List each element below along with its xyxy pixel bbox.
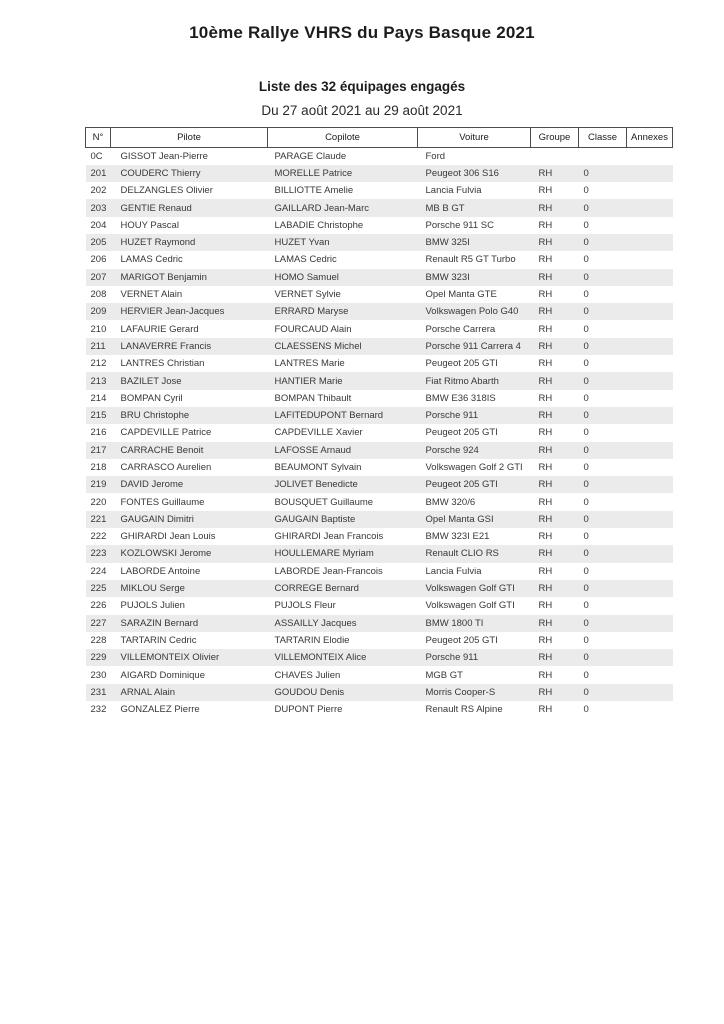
- column-header-annexes: Annexes: [627, 128, 673, 148]
- cell-annexes: [627, 148, 673, 165]
- cell-copilote: BOUSQUET Guillaume: [274, 496, 374, 508]
- cell-copilote: BOMPAN Thibault: [274, 392, 352, 404]
- cell-copilote: VERNET Sylvie: [274, 289, 341, 301]
- cell-groupe: RH: [538, 600, 553, 612]
- cell-groupe: RH: [538, 531, 553, 543]
- cell-groupe: RH: [538, 479, 553, 491]
- cell-annexes: [627, 390, 673, 407]
- cell-copilote: GAILLARD Jean-Marc: [274, 202, 370, 214]
- page-title: 10ème Rallye VHRS du Pays Basque 2021: [189, 23, 535, 42]
- cell-annexes: [627, 442, 673, 459]
- cell-classe: 0: [583, 219, 589, 231]
- cell-classe: 0: [583, 254, 589, 266]
- cell-voiture: Porsche 911 SC: [425, 219, 494, 231]
- cell-copilote: FOURCAUD Alain: [274, 323, 352, 335]
- cell-number: 201: [90, 167, 107, 179]
- cell-voiture: MB B GT: [425, 202, 465, 214]
- cell-number: 0C: [90, 150, 103, 162]
- cell-copilote: CAPDEVILLE Xavier: [274, 427, 363, 439]
- cell-number: 203: [90, 202, 107, 214]
- cell-voiture: Porsche 911: [425, 410, 479, 422]
- table-row: [86, 580, 673, 597]
- cell-pilote: HOUY Pascal: [120, 219, 179, 231]
- table-row: [86, 666, 673, 683]
- cell-groupe: RH: [538, 565, 553, 577]
- cell-annexes: [627, 303, 673, 320]
- cell-classe: 0: [583, 704, 589, 716]
- cell-classe: 0: [583, 461, 589, 473]
- cell-pilote: VILLEMONTEIX Olivier: [120, 652, 220, 664]
- cell-copilote: GAUGAIN Baptiste: [274, 513, 356, 525]
- cell-voiture: Porsche 911: [425, 652, 479, 664]
- cell-copilote: CLAESSENS Michel: [274, 340, 362, 352]
- cell-classe: 0: [583, 548, 589, 560]
- cell-groupe: RH: [538, 358, 553, 370]
- cell-classe: 0: [583, 375, 589, 387]
- table-row: [86, 165, 673, 182]
- cell-number: 219: [90, 479, 107, 491]
- cell-pilote: SARAZIN Bernard: [120, 617, 199, 629]
- cell-voiture: BMW 323I: [425, 271, 470, 283]
- cell-classe: 0: [583, 306, 589, 318]
- cell-annexes: [627, 580, 673, 597]
- cell-annexes: [627, 632, 673, 649]
- cell-pilote: COUDERC Thierry: [120, 167, 201, 179]
- cell-groupe: RH: [538, 410, 553, 422]
- cell-annexes: [627, 407, 673, 424]
- cell-number: 218: [90, 461, 107, 473]
- cell-number: 214: [90, 392, 107, 404]
- event-date-range: Du 27 août 2021 au 29 août 2021: [261, 103, 463, 118]
- cell-classe: 0: [583, 410, 589, 422]
- cell-annexes: [627, 182, 673, 199]
- cell-number: 205: [90, 237, 107, 249]
- cell-copilote: HUZET Yvan: [274, 237, 330, 249]
- cell-number: 226: [90, 600, 107, 612]
- table-row: [86, 563, 673, 580]
- cell-groupe: [531, 148, 579, 165]
- cell-annexes: [627, 666, 673, 683]
- cell-annexes: [627, 355, 673, 372]
- cell-number: 215: [90, 410, 107, 422]
- cell-annexes: [627, 476, 673, 493]
- cell-groupe: RH: [538, 185, 553, 197]
- cell-voiture: BMW E36 318IS: [425, 392, 496, 404]
- cell-groupe: RH: [538, 219, 553, 231]
- cell-copilote: MORELLE Patrice: [274, 167, 353, 179]
- cell-pilote: FONTES Guillaume: [120, 496, 205, 508]
- cell-number: 228: [90, 634, 107, 646]
- cell-copilote: LAFITEDUPONT Bernard: [274, 410, 384, 422]
- cell-voiture: Peugeot 205 GTI: [425, 427, 498, 439]
- cell-classe: 0: [583, 323, 589, 335]
- cell-voiture: Fiat Ritmo Abarth: [425, 375, 499, 387]
- table-row: [86, 407, 673, 424]
- cell-pilote: VERNET Alain: [120, 289, 183, 301]
- cell-voiture: Volkswagen Golf GTI: [425, 583, 515, 595]
- cell-voiture: Porsche 924: [425, 444, 479, 456]
- table-row: [86, 338, 673, 355]
- cell-classe: 0: [583, 444, 589, 456]
- cell-annexes: [627, 217, 673, 234]
- cell-classe: 0: [583, 565, 589, 577]
- cell-voiture: Peugeot 205 GTI: [425, 479, 498, 491]
- cell-groupe: RH: [538, 634, 553, 646]
- cell-classe: 0: [583, 531, 589, 543]
- cell-classe: 0: [583, 496, 589, 508]
- cell-groupe: RH: [538, 496, 553, 508]
- cell-copilote: ASSAILLY Jacques: [274, 617, 357, 629]
- cell-number: 230: [90, 669, 107, 681]
- cell-copilote: LANTRES Marie: [274, 358, 345, 370]
- cell-voiture: Opel Manta GTE: [425, 289, 497, 301]
- cell-number: 211: [90, 340, 106, 352]
- cell-pilote: BRU Christophe: [120, 410, 190, 422]
- cell-copilote: CHAVES Julien: [274, 669, 341, 681]
- cell-annexes: [627, 234, 673, 251]
- cell-annexes: [627, 511, 673, 528]
- cell-number: 206: [90, 254, 107, 266]
- cell-groupe: RH: [538, 686, 553, 698]
- cell-groupe: RH: [538, 392, 553, 404]
- cell-number: 220: [90, 496, 107, 508]
- cell-number: 227: [90, 617, 107, 629]
- cell-pilote: GISSOT Jean-Pierre: [120, 150, 208, 162]
- cell-pilote: AIGARD Dominique: [120, 669, 205, 681]
- cell-voiture: Lancia Fulvia: [425, 565, 482, 577]
- cell-pilote: HUZET Raymond: [120, 237, 196, 249]
- cell-classe: 0: [583, 271, 589, 283]
- table-row: [86, 615, 673, 632]
- cell-copilote: TARTARIN Elodie: [274, 634, 350, 646]
- cell-number: 216: [90, 427, 107, 439]
- cell-groupe: RH: [538, 306, 553, 318]
- cell-number: 224: [90, 565, 107, 577]
- cell-number: 217: [90, 444, 107, 456]
- cell-voiture: BMW 323I E21: [425, 531, 490, 543]
- table-row: [86, 511, 673, 528]
- cell-groupe: RH: [538, 271, 553, 283]
- cell-classe: [579, 148, 627, 165]
- entry-table-body: [86, 148, 673, 719]
- table-row: [86, 303, 673, 320]
- cell-copilote: LAFOSSE Arnaud: [274, 444, 352, 456]
- cell-annexes: [627, 269, 673, 286]
- table-row: [86, 269, 673, 286]
- cell-groupe: RH: [538, 167, 553, 179]
- cell-voiture: Renault R5 GT Turbo: [425, 254, 516, 266]
- cell-annexes: [627, 493, 673, 510]
- cell-groupe: RH: [538, 583, 553, 595]
- column-header-voiture: Voiture: [418, 128, 531, 148]
- cell-pilote: KOZLOWSKI Jerome: [120, 548, 212, 560]
- table-row: [86, 182, 673, 199]
- cell-classe: 0: [583, 686, 589, 698]
- cell-voiture: BMW 320/6: [425, 496, 476, 508]
- cell-copilote: LABORDE Jean-Francois: [274, 565, 383, 577]
- cell-pilote: GONZALEZ Pierre: [120, 704, 200, 716]
- cell-voiture: Porsche 911 Carrera 4: [425, 340, 521, 352]
- cell-classe: 0: [583, 202, 589, 214]
- cell-copilote: DUPONT Pierre: [274, 704, 343, 716]
- cell-classe: 0: [583, 600, 589, 612]
- cell-classe: 0: [583, 167, 589, 179]
- cell-copilote: LAMAS Cedric: [274, 254, 337, 266]
- cell-classe: 0: [583, 479, 589, 491]
- cell-classe: 0: [583, 358, 589, 370]
- cell-copilote: PARAGE Claude: [274, 150, 347, 162]
- cell-classe: 0: [583, 617, 589, 629]
- cell-annexes: [627, 286, 673, 303]
- cell-voiture: Volkswagen Golf 2 GTI: [425, 461, 523, 473]
- cell-voiture: Volkswagen Polo G40: [425, 306, 519, 318]
- cell-annexes: [627, 338, 673, 355]
- cell-classe: 0: [583, 289, 589, 301]
- table-row: [86, 684, 673, 701]
- cell-number: 225: [90, 583, 107, 595]
- cell-number: 204: [90, 219, 107, 231]
- cell-voiture: Morris Cooper-S: [425, 686, 496, 698]
- entry-table: [85, 127, 673, 718]
- cell-annexes: [627, 528, 673, 545]
- cell-groupe: RH: [538, 323, 553, 335]
- cell-pilote: GENTIE Renaud: [120, 202, 192, 214]
- cell-number: 223: [90, 548, 107, 560]
- table-row: [86, 442, 673, 459]
- cell-pilote: PUJOLS Julien: [120, 600, 185, 612]
- cell-classe: 0: [583, 392, 589, 404]
- cell-groupe: RH: [538, 340, 553, 352]
- cell-pilote: LAFAURIE Gerard: [120, 323, 199, 335]
- cell-copilote: BILLIOTTE Amelie: [274, 185, 354, 197]
- cell-groupe: RH: [538, 669, 553, 681]
- cell-annexes: [627, 459, 673, 476]
- cell-number: 202: [90, 185, 107, 197]
- cell-copilote: CORREGE Bernard: [274, 583, 359, 595]
- cell-copilote: GOUDOU Denis: [274, 686, 345, 698]
- cell-groupe: RH: [538, 461, 553, 473]
- cell-pilote: LANAVERRE Francis: [120, 340, 212, 352]
- cell-number: 207: [90, 271, 107, 283]
- table-row: [86, 424, 673, 441]
- cell-number: 208: [90, 289, 107, 301]
- cell-classe: 0: [583, 583, 589, 595]
- cell-copilote: LABADIE Christophe: [274, 219, 364, 231]
- cell-pilote: BOMPAN Cyril: [120, 392, 183, 404]
- cell-pilote: CARRACHE Benoit: [120, 444, 204, 456]
- cell-groupe: RH: [538, 289, 553, 301]
- cell-voiture: Volkswagen Golf GTI: [425, 600, 515, 612]
- cell-copilote: VILLEMONTEIX Alice: [274, 652, 367, 664]
- cell-groupe: RH: [538, 704, 553, 716]
- cell-classe: 0: [583, 185, 589, 197]
- cell-number: 210: [90, 323, 107, 335]
- cell-classe: 0: [583, 340, 589, 352]
- cell-groupe: RH: [538, 513, 553, 525]
- cell-pilote: DELZANGLES Olivier: [120, 185, 213, 197]
- cell-pilote: GAUGAIN Dimitri: [120, 513, 194, 525]
- cell-pilote: HERVIER Jean-Jacques: [120, 306, 225, 318]
- cell-annexes: [627, 684, 673, 701]
- cell-copilote: PUJOLS Fleur: [274, 600, 336, 612]
- cell-voiture: MGB GT: [425, 669, 463, 681]
- cell-pilote: LAMAS Cedric: [120, 254, 183, 266]
- cell-voiture: Renault CLIO RS: [425, 548, 499, 560]
- cell-pilote: BAZILET Jose: [120, 375, 182, 387]
- cell-annexes: [627, 165, 673, 182]
- table-row: [86, 390, 673, 407]
- cell-copilote: HOMO Samuel: [274, 271, 339, 283]
- cell-groupe: RH: [538, 617, 553, 629]
- table-row: [86, 372, 673, 389]
- table-row: [86, 355, 673, 372]
- table-row: [86, 217, 673, 234]
- cell-pilote: LABORDE Antoine: [120, 565, 201, 577]
- cell-copilote: JOLIVET Benedicte: [274, 479, 358, 491]
- cell-voiture: Ford: [425, 150, 446, 162]
- cell-pilote: ARNAL Alain: [120, 686, 176, 698]
- cell-annexes: [627, 320, 673, 337]
- table-row: [86, 320, 673, 337]
- cell-voiture: Opel Manta GSI: [425, 513, 494, 525]
- cell-annexes: [627, 372, 673, 389]
- cell-classe: 0: [583, 513, 589, 525]
- cell-annexes: [627, 701, 673, 718]
- cell-copilote: HANTIER Marie: [274, 375, 343, 387]
- table-row: [86, 476, 673, 493]
- table-row: [86, 148, 673, 165]
- cell-voiture: Lancia Fulvia: [425, 185, 482, 197]
- column-header-pilote: Pilote: [111, 128, 268, 148]
- cell-number: 231: [90, 686, 107, 698]
- table-row: [86, 459, 673, 476]
- cell-voiture: Peugeot 205 GTI: [425, 634, 498, 646]
- table-row: [86, 632, 673, 649]
- table-row: [86, 597, 673, 614]
- cell-groupe: RH: [538, 254, 553, 266]
- table-row: [86, 251, 673, 268]
- column-header-number: N°: [86, 128, 111, 148]
- table-row: [86, 234, 673, 251]
- cell-groupe: RH: [538, 444, 553, 456]
- cell-annexes: [627, 597, 673, 614]
- cell-voiture: Peugeot 306 S16: [425, 167, 499, 179]
- column-header-classe: Classe: [579, 128, 627, 148]
- cell-voiture: Renault RS Alpine: [425, 704, 503, 716]
- cell-pilote: MIKLOU Serge: [120, 583, 185, 595]
- table-row: [86, 493, 673, 510]
- table-row: [86, 199, 673, 216]
- cell-pilote: CAPDEVILLE Patrice: [120, 427, 212, 439]
- cell-groupe: RH: [538, 202, 553, 214]
- cell-voiture: Peugeot 205 GTI: [425, 358, 498, 370]
- cell-pilote: TARTARIN Cedric: [120, 634, 197, 646]
- cell-pilote: LANTRES Christian: [120, 358, 205, 370]
- cell-classe: 0: [583, 652, 589, 664]
- cell-copilote: HOULLEMARE Myriam: [274, 548, 374, 560]
- cell-copilote: BEAUMONT Sylvain: [274, 461, 362, 473]
- cell-groupe: RH: [538, 548, 553, 560]
- cell-pilote: DAVID Jerome: [120, 479, 184, 491]
- cell-groupe: RH: [538, 427, 553, 439]
- cell-annexes: [627, 563, 673, 580]
- cell-classe: 0: [583, 634, 589, 646]
- cell-number: 213: [90, 375, 107, 387]
- cell-voiture: Porsche Carrera: [425, 323, 496, 335]
- cell-groupe: RH: [538, 375, 553, 387]
- table-row: [86, 649, 673, 666]
- column-header-copilote: Copilote: [268, 128, 418, 148]
- cell-pilote: GHIRARDI Jean Louis: [120, 531, 216, 543]
- cell-voiture: BMW 1800 TI: [425, 617, 484, 629]
- cell-classe: 0: [583, 427, 589, 439]
- cell-annexes: [627, 424, 673, 441]
- cell-number: 212: [90, 358, 107, 370]
- cell-number: 232: [90, 704, 107, 716]
- cell-annexes: [627, 199, 673, 216]
- entry-table-header: [86, 128, 673, 148]
- cell-voiture: BMW 325I: [425, 237, 470, 249]
- header-row: [86, 128, 673, 148]
- entry-list-heading: Liste des 32 équipages engagés: [258, 79, 466, 94]
- cell-copilote: ERRARD Maryse: [274, 306, 349, 318]
- table-row: [86, 545, 673, 562]
- cell-groupe: RH: [538, 237, 553, 249]
- cell-pilote: CARRASCO Aurelien: [120, 461, 212, 473]
- table-row: [86, 528, 673, 545]
- cell-annexes: [627, 545, 673, 562]
- cell-pilote: MARIGOT Benjamin: [120, 271, 207, 283]
- cell-number: 221: [90, 513, 107, 525]
- cell-number: 229: [90, 652, 107, 664]
- cell-groupe: RH: [538, 652, 553, 664]
- table-row: [86, 286, 673, 303]
- cell-number: 209: [90, 306, 107, 318]
- cell-annexes: [627, 615, 673, 632]
- cell-copilote: GHIRARDI Jean Francois: [274, 531, 384, 543]
- cell-classe: 0: [583, 237, 589, 249]
- table-row: [86, 701, 673, 718]
- cell-classe: 0: [583, 669, 589, 681]
- cell-annexes: [627, 649, 673, 666]
- cell-number: 222: [90, 531, 107, 543]
- cell-annexes: [627, 251, 673, 268]
- column-header-groupe: Groupe: [531, 128, 579, 148]
